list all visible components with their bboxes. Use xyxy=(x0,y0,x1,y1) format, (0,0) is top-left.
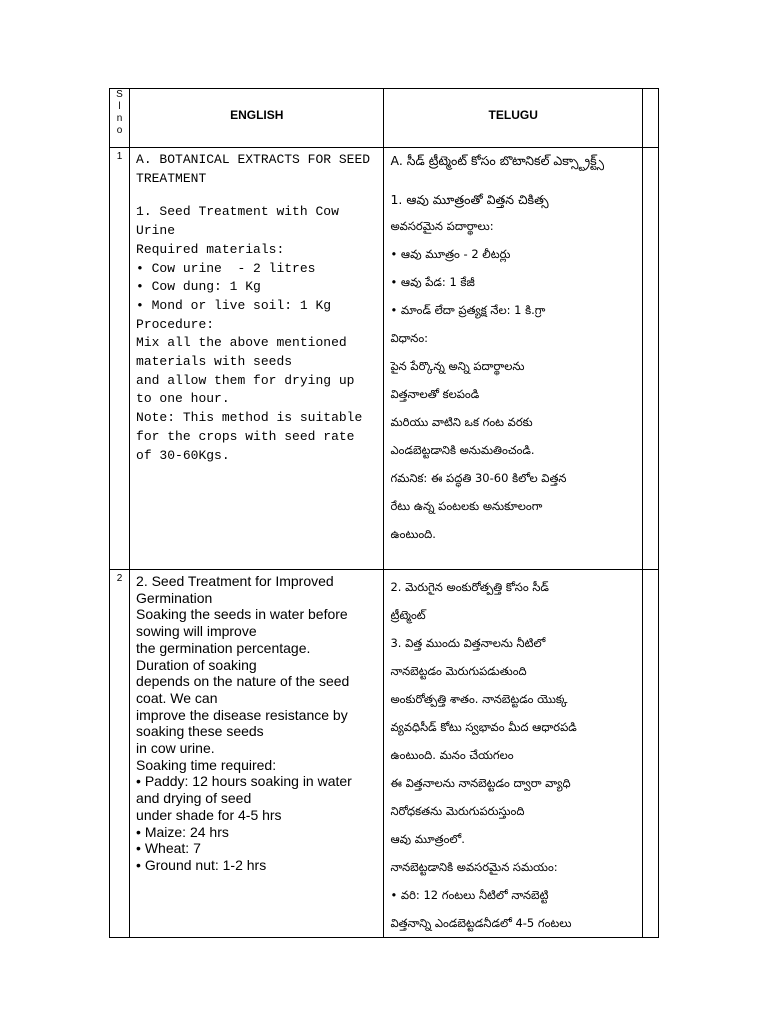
header-english: ENGLISH xyxy=(130,89,384,148)
header-slno-letter: l xyxy=(118,101,121,112)
english-line: Urine xyxy=(136,223,176,239)
telugu-line: రేటు ఉన్న పంటలకు అనుకూలంగా xyxy=(390,499,543,513)
telugu-line: పైన పేర్కొన్న అన్ని పదార్థాలను xyxy=(390,359,525,373)
telugu-line: ఉంటుంది. మనం చేయగలం xyxy=(390,748,514,762)
empty-cell xyxy=(642,148,658,570)
telugu-cell xyxy=(384,570,642,938)
telugu-line: 2. మెరుగైన అంకురోత్పత్తి కోసం సీడ్ xyxy=(390,580,549,594)
telugu-line: అవసరమైన పదార్థాలు: xyxy=(390,219,494,233)
header-telugu: TELUGU xyxy=(384,89,642,148)
telugu-line: 1. ఆవు మూత్రంతో విత్తన చికిత్స xyxy=(390,192,549,207)
telugu-line: విధానం: xyxy=(390,331,429,345)
english-line: for the crops with seed rate xyxy=(136,428,355,444)
english-line: Mix all the above mentioned xyxy=(136,335,347,351)
telugu-line: నానబెట్టడానికి అవసరమైన సమయం: xyxy=(390,860,558,874)
telugu-line: • మాండ్ లేదా ప్రత్యక్ష నేల: 1 కి.గ్రా xyxy=(390,303,546,317)
telugu-line: నిరోధకతను మెరుగుపరుస్తుంది xyxy=(390,804,525,818)
telugu-line: వ్యవధిసీడ్ కోటు స్వభావం మీద ఆధారపడి xyxy=(390,720,577,734)
english-line: • Mond or live soil: 1 Kg xyxy=(136,297,332,313)
english-line: Soaking time required: xyxy=(136,756,277,773)
telugu-line: మరియు వాటిని ఒక గంట వరకు xyxy=(390,415,533,429)
header-slno-letter: n xyxy=(116,113,123,124)
english-line: • Cow urine - 2 litres xyxy=(136,260,316,276)
english-line: • Paddy: 12 hours soaking in water xyxy=(136,773,352,790)
english-line: sowing will improve xyxy=(136,623,257,640)
telugu-line: A. సీడ్ ట్రీట్మెంట్ కోసం బొటానికల్ ఎక్స్ట్రాక్ట్స్ xyxy=(390,153,605,168)
english-line: 1. Seed Treatment with Cow xyxy=(136,204,339,220)
empty-cell xyxy=(642,570,658,938)
english-line: of 30-60Kgs. xyxy=(136,447,230,463)
english-line: • Maize: 24 hrs xyxy=(136,823,229,840)
table-row xyxy=(110,570,659,938)
english-line: A. BOTANICAL EXTRACTS FOR SEED xyxy=(136,152,371,167)
telugu-line: • ఆవు మూత్రం - 2 లీటర్లు xyxy=(390,247,511,261)
english-line: • Ground nut: 1-2 hrs xyxy=(136,856,267,873)
telugu-cell xyxy=(384,148,642,570)
english-line: • Cow dung: 1 Kg xyxy=(136,279,261,295)
english-line: Procedure: xyxy=(136,316,215,332)
row-number: 1 xyxy=(110,148,130,570)
english-line: Required materials: xyxy=(136,241,285,257)
telugu-line: విత్తనాలతో కలపండి xyxy=(390,387,480,401)
english-line: depends on the nature of the seed xyxy=(136,673,350,690)
english-line: to one hour. xyxy=(136,391,230,407)
telugu-line: ఉంటుంది. xyxy=(390,527,436,541)
telugu-line: ట్రీట్మెంట్ xyxy=(390,608,426,622)
telugu-line: ఆవు మూత్రంలో. xyxy=(390,832,465,846)
telugu-line: విత్తనాన్ని ఎండబెట్టడనీడలో 4-5 గంటలు xyxy=(390,916,572,930)
english-line: Note: This method is suitable xyxy=(136,410,363,426)
telugu-line: నానబెట్టడం మెరుగుపడుతుంది xyxy=(390,664,527,678)
telugu-line: అంకురోత్పత్తి శాతం. నానబెట్టడం యొక్క xyxy=(390,692,568,706)
row-number: 2 xyxy=(110,570,130,938)
header-row xyxy=(110,89,659,148)
english-line: and allow them for drying up xyxy=(136,372,355,388)
header-slno-letter: o xyxy=(116,125,123,136)
telugu-line: • ఆవు పేడ: 1 కేజీ xyxy=(390,275,475,289)
header-empty-cell xyxy=(642,89,658,148)
telugu-line: ఈ విత్తనాలను నానబెట్టడం ద్వారా వ్యాధి xyxy=(390,776,571,790)
english-line: • Wheat: 7 xyxy=(136,840,201,857)
english-line: materials with seeds xyxy=(136,354,293,370)
translation-table xyxy=(109,88,659,938)
english-cell xyxy=(130,148,384,570)
header-slno-letter: S xyxy=(116,89,123,100)
telugu-line: • వరి: 12 గంటలు నీటిలో నానబెట్టి xyxy=(390,888,549,902)
english-line: 2. Seed Treatment for Improved xyxy=(136,573,334,589)
english-line: Germination xyxy=(136,589,213,606)
english-line: soaking these seeds xyxy=(136,723,264,740)
english-line: under shade for 4-5 hrs xyxy=(136,806,282,823)
english-line: coat. We can xyxy=(136,689,218,706)
english-line: in cow urine. xyxy=(136,740,215,757)
english-line: Duration of soaking xyxy=(136,656,257,673)
english-cell xyxy=(130,570,384,938)
table-row xyxy=(110,148,659,570)
english-line: Soaking the seeds in water before xyxy=(136,606,348,623)
telugu-line: 3. విత్త ముందు విత్తనాలను నీటిలో xyxy=(390,636,546,650)
telugu-line: గమనిక: ఈ పద్ధతి 30-60 కిలోల విత్తన xyxy=(390,471,567,485)
english-line: the germination percentage. xyxy=(136,639,311,656)
header-slno xyxy=(110,89,130,148)
blank-line xyxy=(136,188,379,203)
telugu-line: ఎండబెట్టడానికి అనుమతించండి. xyxy=(390,443,535,457)
english-line: improve the disease resistance by xyxy=(136,706,348,723)
english-line: TREATMENT xyxy=(136,170,207,186)
english-line: and drying of seed xyxy=(136,790,252,807)
